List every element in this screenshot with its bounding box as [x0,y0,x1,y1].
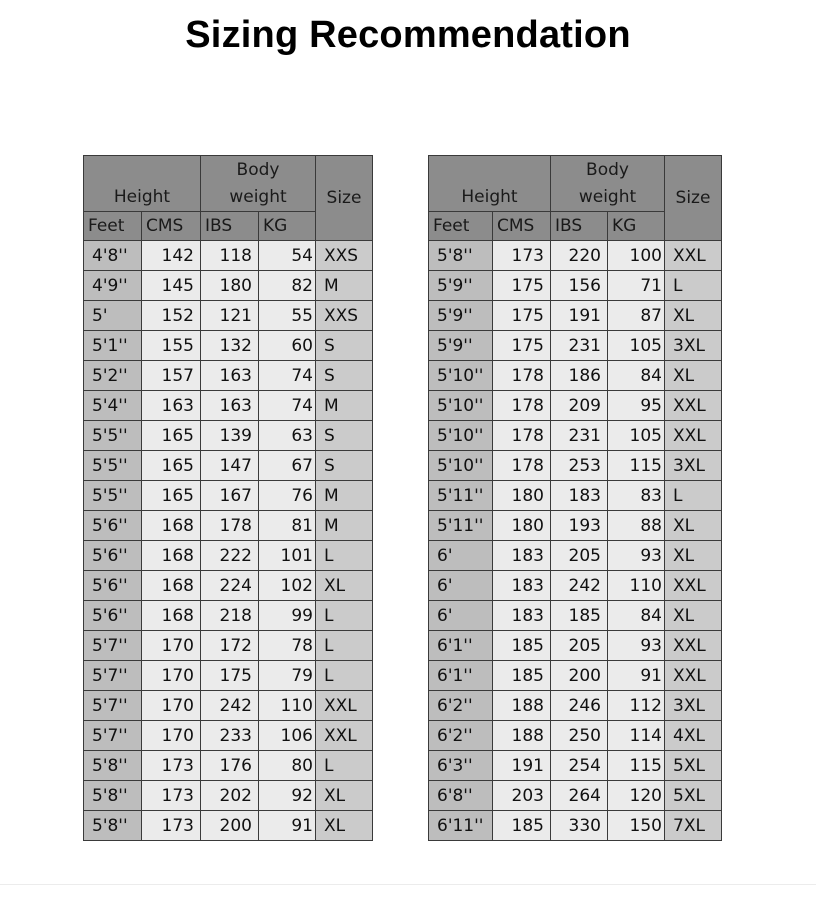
lbs-cell: 242 [551,571,608,601]
feet-cell: 5'11'' [429,511,493,541]
table-row [84,571,373,601]
cms-cell: 168 [142,601,201,631]
lbs-cell: 264 [551,781,608,811]
size-cell: XL [316,781,373,811]
cms-cell: 178 [493,391,551,421]
table-row [84,811,373,841]
cms-cell: 165 [142,421,201,451]
feet-cell: 5'6'' [84,511,142,541]
table-row [84,691,373,721]
cms-cell: 180 [493,511,551,541]
lbs-cell: 250 [551,721,608,751]
cms-cell: 178 [493,451,551,481]
size-cell: L [316,601,373,631]
lbs-cell: 200 [201,811,259,841]
cms-cell: 170 [142,631,201,661]
cms-cell: 185 [493,631,551,661]
kg-cell: 99 [259,601,316,631]
feet-header: Feet [429,212,493,241]
lbs-cell: 167 [201,481,259,511]
size-table-right [428,155,722,841]
lbs-cell: 224 [201,571,259,601]
size-cell: M [316,511,373,541]
lbs-cell: 205 [551,631,608,661]
feet-cell: 5'6'' [84,571,142,601]
table-row [429,751,722,781]
size-cell: XXL [316,721,373,751]
lbs-cell: 156 [551,271,608,301]
kg-cell: 76 [259,481,316,511]
cms-cell: 185 [493,811,551,841]
body-weight-header: Body weight [551,156,665,212]
cms-cell: 183 [493,571,551,601]
kg-cell: 93 [608,631,665,661]
cms-cell: 170 [142,691,201,721]
lbs-cell: 231 [551,421,608,451]
feet-cell: 5'10'' [429,421,493,451]
cms-cell: 168 [142,571,201,601]
lbs-cell: 163 [201,361,259,391]
cms-cell: 173 [493,241,551,271]
feet-cell: 6'1'' [429,661,493,691]
lbs-cell: 178 [201,511,259,541]
size-cell: XL [665,541,722,571]
feet-cell: 5'5'' [84,481,142,511]
cms-cell: 183 [493,541,551,571]
size-table-left [83,155,373,841]
feet-cell: 5'8'' [429,241,493,271]
lbs-cell: 186 [551,361,608,391]
table-row [84,361,373,391]
table-row [429,631,722,661]
table-row [429,391,722,421]
table-row [84,301,373,331]
feet-cell: 6'8'' [429,781,493,811]
table-row [429,541,722,571]
height-header: Height [429,156,551,212]
feet-cell: 5'6'' [84,541,142,571]
feet-cell: 5'10'' [429,451,493,481]
size-cell: 5XL [665,751,722,781]
lbs-cell: 200 [551,661,608,691]
kg-cell: 115 [608,451,665,481]
lbs-cell: 176 [201,751,259,781]
size-cell: XXL [665,661,722,691]
feet-cell: 5'5'' [84,421,142,451]
lbs-cell: 193 [551,511,608,541]
lbs-cell: 147 [201,451,259,481]
feet-cell: 6'2'' [429,691,493,721]
kg-cell: 106 [259,721,316,751]
feet-cell: 5'8'' [84,781,142,811]
kg-cell: 92 [259,781,316,811]
cms-cell: 173 [142,751,201,781]
size-cell: XXS [316,301,373,331]
lbs-cell: 222 [201,541,259,571]
table-row [84,421,373,451]
kg-cell: 78 [259,631,316,661]
size-cell: XXL [665,571,722,601]
table-row [429,361,722,391]
kg-cell: 105 [608,331,665,361]
size-cell: XXL [665,391,722,421]
lbs-cell: 132 [201,331,259,361]
table-row [84,661,373,691]
feet-cell: 6'2'' [429,721,493,751]
cms-cell: 175 [493,301,551,331]
table-row [84,601,373,631]
cms-header: CMS [493,212,551,241]
kg-cell: 115 [608,751,665,781]
table-row [429,301,722,331]
feet-cell: 6'1'' [429,631,493,661]
kg-cell: 60 [259,331,316,361]
cms-cell: 178 [493,361,551,391]
kg-cell: 88 [608,511,665,541]
lbs-cell: 202 [201,781,259,811]
table-row [429,331,722,361]
kg-cell: 114 [608,721,665,751]
size-cell: 3XL [665,331,722,361]
lbs-cell: 209 [551,391,608,421]
size-cell: S [316,361,373,391]
size-cell: M [316,391,373,421]
kg-header: KG [259,212,316,241]
size-header: Size [316,156,373,241]
size-cell: 3XL [665,691,722,721]
feet-cell: 5'8'' [84,811,142,841]
cms-cell: 170 [142,721,201,751]
body-weight-header: Body weight [201,156,316,212]
size-cell: XXL [316,691,373,721]
kg-cell: 63 [259,421,316,451]
footer-divider [0,884,816,885]
table-row [429,511,722,541]
size-cell: XL [665,361,722,391]
table-row [84,631,373,661]
feet-cell: 5'7'' [84,721,142,751]
feet-cell: 6' [429,571,493,601]
size-cell: L [665,481,722,511]
table-row [84,751,373,781]
kg-cell: 74 [259,391,316,421]
table-row [429,481,722,511]
cms-cell: 168 [142,511,201,541]
cms-cell: 145 [142,271,201,301]
feet-cell: 5'10'' [429,391,493,421]
kg-cell: 74 [259,361,316,391]
table-row [84,721,373,751]
lbs-cell: 254 [551,751,608,781]
lbs-cell: 183 [551,481,608,511]
size-cell: XL [665,601,722,631]
cms-cell: 155 [142,331,201,361]
feet-cell: 6'11'' [429,811,493,841]
size-cell: L [316,541,373,571]
lbs-cell: 220 [551,241,608,271]
cms-cell: 175 [493,331,551,361]
cms-cell: 165 [142,451,201,481]
kg-cell: 150 [608,811,665,841]
kg-cell: 87 [608,301,665,331]
lbs-cell: 205 [551,541,608,571]
table-row [429,271,722,301]
cms-cell: 165 [142,481,201,511]
feet-cell: 6' [429,541,493,571]
cms-cell: 188 [493,721,551,751]
height-header: Height [84,156,201,212]
lbs-cell: 163 [201,391,259,421]
table-row [429,661,722,691]
kg-cell: 81 [259,511,316,541]
feet-cell: 5'9'' [429,301,493,331]
table-row [84,481,373,511]
kg-cell: 105 [608,421,665,451]
cms-cell: 173 [142,811,201,841]
table-row [429,421,722,451]
table-body [84,241,373,841]
cms-cell: 191 [493,751,551,781]
lbs-cell: 246 [551,691,608,721]
cms-cell: 157 [142,361,201,391]
size-cell: XL [316,571,373,601]
size-cell: 4XL [665,721,722,751]
size-cell: 5XL [665,781,722,811]
kg-cell: 95 [608,391,665,421]
lbs-cell: 218 [201,601,259,631]
table-row [429,781,722,811]
size-cell: M [316,481,373,511]
table-row [84,241,373,271]
feet-cell: 5'1'' [84,331,142,361]
size-cell: S [316,421,373,451]
lbs-cell: 180 [201,271,259,301]
lbs-cell: 242 [201,691,259,721]
kg-cell: 82 [259,271,316,301]
kg-cell: 54 [259,241,316,271]
kg-cell: 110 [608,571,665,601]
cms-cell: 142 [142,241,201,271]
feet-cell: 5'2'' [84,361,142,391]
size-cell: L [316,661,373,691]
lbs-header: IBS [551,212,608,241]
kg-cell: 83 [608,481,665,511]
kg-cell: 112 [608,691,665,721]
kg-cell: 93 [608,541,665,571]
feet-cell: 5'9'' [429,271,493,301]
size-cell: XL [316,811,373,841]
lbs-cell: 233 [201,721,259,751]
feet-cell: 5'5'' [84,451,142,481]
kg-cell: 120 [608,781,665,811]
feet-cell: 4'9'' [84,271,142,301]
feet-cell: 6'3'' [429,751,493,781]
feet-cell: 4'8'' [84,241,142,271]
feet-cell: 5'10'' [429,361,493,391]
kg-cell: 110 [259,691,316,721]
table-row [84,511,373,541]
lbs-cell: 175 [201,661,259,691]
kg-cell: 79 [259,661,316,691]
lbs-cell: 231 [551,331,608,361]
size-cell: XXL [665,241,722,271]
cms-cell: 185 [493,661,551,691]
kg-cell: 101 [259,541,316,571]
size-cell: L [665,271,722,301]
table-row [84,541,373,571]
table-row [429,691,722,721]
size-cell: 3XL [665,451,722,481]
size-header: Size [665,156,722,241]
size-cell: S [316,331,373,361]
table-body [429,241,722,841]
lbs-cell: 139 [201,421,259,451]
cms-cell: 188 [493,691,551,721]
table-row [84,391,373,421]
size-cell: XL [665,511,722,541]
kg-cell: 100 [608,241,665,271]
cms-cell: 178 [493,421,551,451]
cms-header: CMS [142,212,201,241]
table-row [429,571,722,601]
feet-header: Feet [84,212,142,241]
size-cell: L [316,751,373,781]
feet-cell: 6' [429,601,493,631]
feet-cell: 5'8'' [84,751,142,781]
size-cell: XXS [316,241,373,271]
kg-cell: 55 [259,301,316,331]
kg-cell: 71 [608,271,665,301]
table-row [84,271,373,301]
table-row [84,781,373,811]
lbs-cell: 118 [201,241,259,271]
cms-cell: 183 [493,601,551,631]
lbs-header: IBS [201,212,259,241]
table-row [429,721,722,751]
size-cell: XXL [665,421,722,451]
size-cell: XL [665,301,722,331]
feet-cell: 5'6'' [84,601,142,631]
lbs-cell: 185 [551,601,608,631]
kg-cell: 67 [259,451,316,481]
kg-cell: 84 [608,361,665,391]
cms-cell: 163 [142,391,201,421]
table-row [429,451,722,481]
lbs-cell: 330 [551,811,608,841]
kg-cell: 91 [608,661,665,691]
cms-cell: 168 [142,541,201,571]
size-cell: M [316,271,373,301]
feet-cell: 5'7'' [84,631,142,661]
size-cell: L [316,631,373,661]
size-cell: S [316,451,373,481]
lbs-cell: 253 [551,451,608,481]
feet-cell: 5'11'' [429,481,493,511]
feet-cell: 5'4'' [84,391,142,421]
kg-cell: 80 [259,751,316,781]
feet-cell: 5'9'' [429,331,493,361]
table-row [84,331,373,361]
feet-cell: 5' [84,301,142,331]
lbs-cell: 191 [551,301,608,331]
lbs-cell: 121 [201,301,259,331]
size-cell: XXL [665,631,722,661]
page-title: Sizing Recommendation [185,14,631,56]
lbs-cell: 172 [201,631,259,661]
cms-cell: 203 [493,781,551,811]
kg-cell: 102 [259,571,316,601]
cms-cell: 180 [493,481,551,511]
feet-cell: 5'7'' [84,691,142,721]
table-row [429,241,722,271]
cms-cell: 170 [142,661,201,691]
feet-cell: 5'7'' [84,661,142,691]
table-row [429,601,722,631]
cms-cell: 173 [142,781,201,811]
kg-cell: 84 [608,601,665,631]
cms-cell: 152 [142,301,201,331]
kg-cell: 91 [259,811,316,841]
cms-cell: 175 [493,271,551,301]
table-row [84,451,373,481]
kg-header: KG [608,212,665,241]
size-cell: 7XL [665,811,722,841]
table-row [429,811,722,841]
